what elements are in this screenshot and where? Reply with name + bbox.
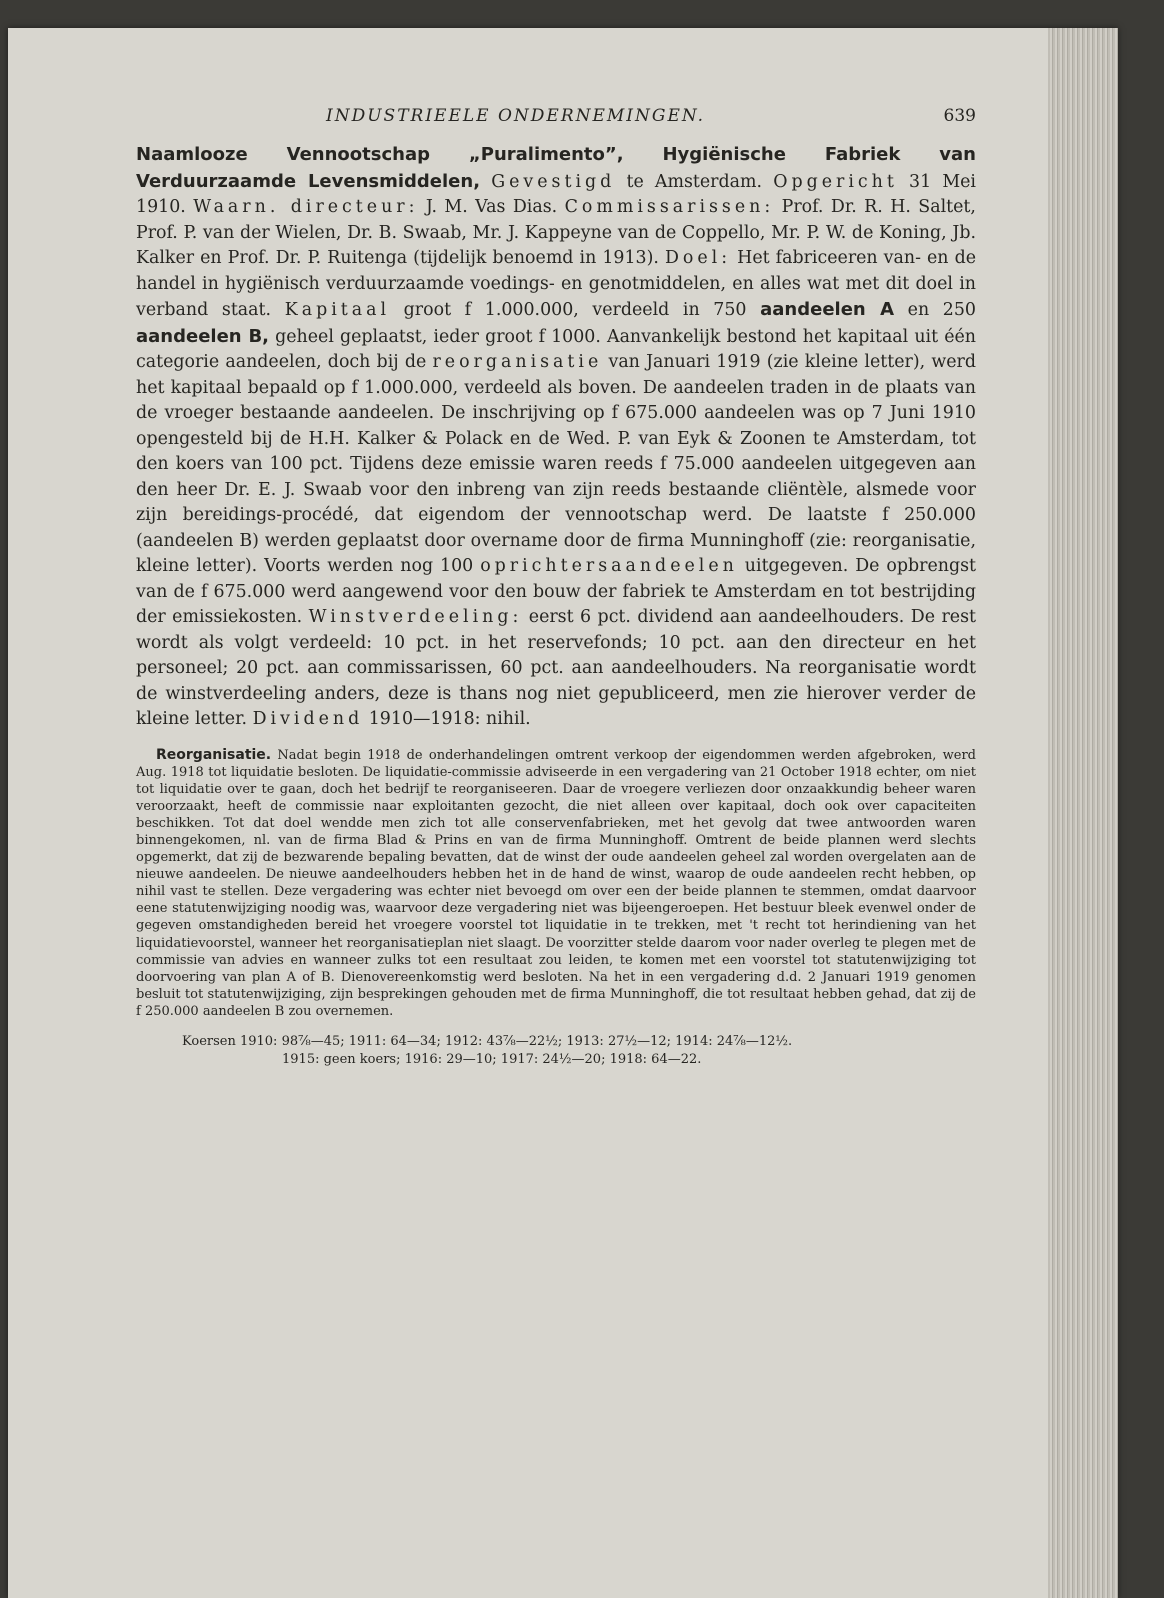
label-doel: Doel: <box>664 248 732 268</box>
koersen-block <box>136 1033 976 1069</box>
book-page <box>8 28 1118 1598</box>
value-kapitaal-5: uitgegeven. De opbrengst van de f 675.000 werd aangewend voor den bouw der fabriek te Amsterdam en tot bestrijding der emissiekosten. <box>136 556 976 627</box>
bold-aandeelen-b: aandeelen B, <box>136 325 270 347</box>
value-opgericht: 31 Mei 1910. <box>136 171 976 217</box>
label-opgericht: Opgericht <box>773 171 898 192</box>
label-reorganisatie: reorganisatie <box>432 352 603 372</box>
label-dividend: Dividend <box>252 709 364 729</box>
value-commissarissen: Prof. Dr. R. H. Saltet, Prof. P. van der Wielen, Dr. B. Swaab, Mr. J. Kappeyne van de Coppello, Mr. P. W. de Koning, Jb. Kalker en Prof. Dr. P. Ruitenga (tijdelijk benoemd in 1913). <box>136 197 976 268</box>
value-gevestigd: te Amsterdam. <box>615 171 774 192</box>
reorganisatie-text: Nadat begin 1918 de onderhandelingen omtrent verkoop der eigendommen werden afgebroken, werd Aug. 1918 tot liquidatie besloten. De liquidatie-commissie adviseerde in een vergadering van 21 October 1918 echter, om niet tot liquidatie over te gaan, doch het bedrijf te reorganiseeren. Daar de vroegere verliezen door onzaakkundig beheer waren veroorzaakt, heeft de commissie naar exploitanten gezocht, die niet alleen over kapitaal, doch ook over capaciteiten beschikken. Tot dat doel wendde men zich tot alle conservenfabrieken, met het gevolg dat twee antwoorden waren binnengekomen, nl. van de firma Blad & Prins en van de firma Munninghoff. Omtrent de beide plannen werd slechts opgemerkt, dat zij de bezwarende bepaling bevatten, dat de winst der oude aandeelen geheel zal worden overgelaten aan de nieuwe aandeelen. De nieuwe aandeelhouders hebben het in de hand de winst, waarop de oude aandeelen recht hebben, op nihil vast te stellen. Deze vergadering was echter niet bevoegd om over een der beide plannen te stemmen, omdat daarvoor eene statutenwijziging noodig was, waarvoor deze vergadering niet was bijeengeroepen. Het bestuur bleek evenwel onder de gegeven omstandigheden bereid het vroegere voorstel tot liquidatie in te trekken, met 't recht tot herindiening van het liquidatievoorstel, wanneer het reorganisatieplan niet slaagt. De voorzitter stelde daarom voor nader overleg te plegen met de commissie van advies en wanneer zulks tot een resultaat zou leiden, te komen met een voorstel tot statutenwijziging tot doorvoering van plan A of B. Dienovereenkomstig werd besloten. Na het in een vergadering d.d. 2 Januari 1919 genomen besluit tot statutenwijziging, zijn besprekingen gehouden met de firma Munninghoff, die tot resultaat hebben gehad, dat zij de f 250.000 aandeelen B zou overnemen. <box>136 747 976 1019</box>
value-doel: Het fabriceeren van- en de handel in hygiënisch verduurzaamde voedings- en genotmiddelen, en alles wat met dit doel in verband staat. <box>136 248 976 320</box>
company-entry <box>136 142 976 733</box>
value-winstverdeeling: eerst 6 pct. dividend aan aandeelhouders. De rest wordt als volgt verdeeld: 10 pct. in het reservefonds; 10 pct. aan den directeur en het personeel; 20 pct. aan commissarissen, 60 pct. aan aandeelhouders. Na reorganisatie wordt de winstverdeeling anders, deze is thans nog niet gepubliceerd, men zie hierover verder de kleine letter. <box>136 607 976 729</box>
label-winstverdeeling: Winstverdeeling: <box>308 607 523 627</box>
label-kapitaal: Kapitaal <box>284 300 391 320</box>
value-dividend: 1910—1918: nihil. <box>363 709 531 729</box>
page-content <box>136 98 976 1069</box>
label-oprichtersaandeelen: oprichtersaandeelen <box>480 556 738 576</box>
reorganisatie-label: Reorganisatie. <box>156 746 272 763</box>
bold-aandeelen-a: aandeelen A <box>760 299 895 320</box>
koersen-line-1: Koersen 1910: 98⅞—45; 1911: 64—34; 1912: 43⅞—22½; 1913: 27½—12; 1914: 24⅞—12½. <box>182 1034 793 1049</box>
value-kapitaal-2: en 250 <box>894 300 976 320</box>
reorganisatie-paragraph <box>136 747 976 1021</box>
company-heading: Naamlooze Vennootschap „Puralimento”, Hygiënische Fabriek van Verduurzaamde Levensmiddelen, <box>136 144 976 192</box>
label-gevestigd: Gevestigd <box>491 171 616 192</box>
value-directeur: J. M. Vas Dias. <box>418 197 565 217</box>
label-commissarissen: Commissarissen: <box>564 197 775 217</box>
page-number: 639 <box>943 106 976 126</box>
label-directeur: Waarn. directeur: <box>193 197 419 217</box>
value-kapitaal-3: geheel geplaatst, ieder groot f 1000. Aanvankelijk bestond het kapitaal uit één categorie aandeelen, doch bij de <box>136 326 976 372</box>
value-kapitaal-4: van Januari 1919 (zie kleine letter), werd het kapitaal bepaald op f 1.000.000, verdeeld als boven. De aandeelen traden in de plaats van de vroeger bestaande aandeelen. De inschrijving op f 675.000 aandeelen was op 7 Juni 1910 opengesteld bij de H.H. Kalker & Polack en de Wed. P. van Eyk & Zoonen te Amsterdam, tot den koers van 100 pct. Tijdens deze emissie waren reeds f 75.000 aandeelen uitgegeven aan den heer Dr. E. J. Swaab voor den inbreng van zijn reeds bestaande cliëntèle, alsmede voor zijn bereidings-procédé, dat eigendom der vennootschap werd. De laatste f 250.000 (aandeelen B) werden geplaatst door overname door de firma Munninghoff (zie: reorganisatie, kleine letter). Voorts werden nog 100 <box>136 352 976 576</box>
running-head-title: INDUSTRIEELE ONDERNEMINGEN. <box>326 106 706 126</box>
koersen-line-2: 1915: geen koers; 1916: 29—10; 1917: 24½—20; 1918: 64—22. <box>282 1052 702 1067</box>
page-edges <box>1048 28 1118 1598</box>
running-head <box>136 98 976 128</box>
value-kapitaal-1: groot f 1.000.000, verdeeld in 750 <box>390 300 761 320</box>
